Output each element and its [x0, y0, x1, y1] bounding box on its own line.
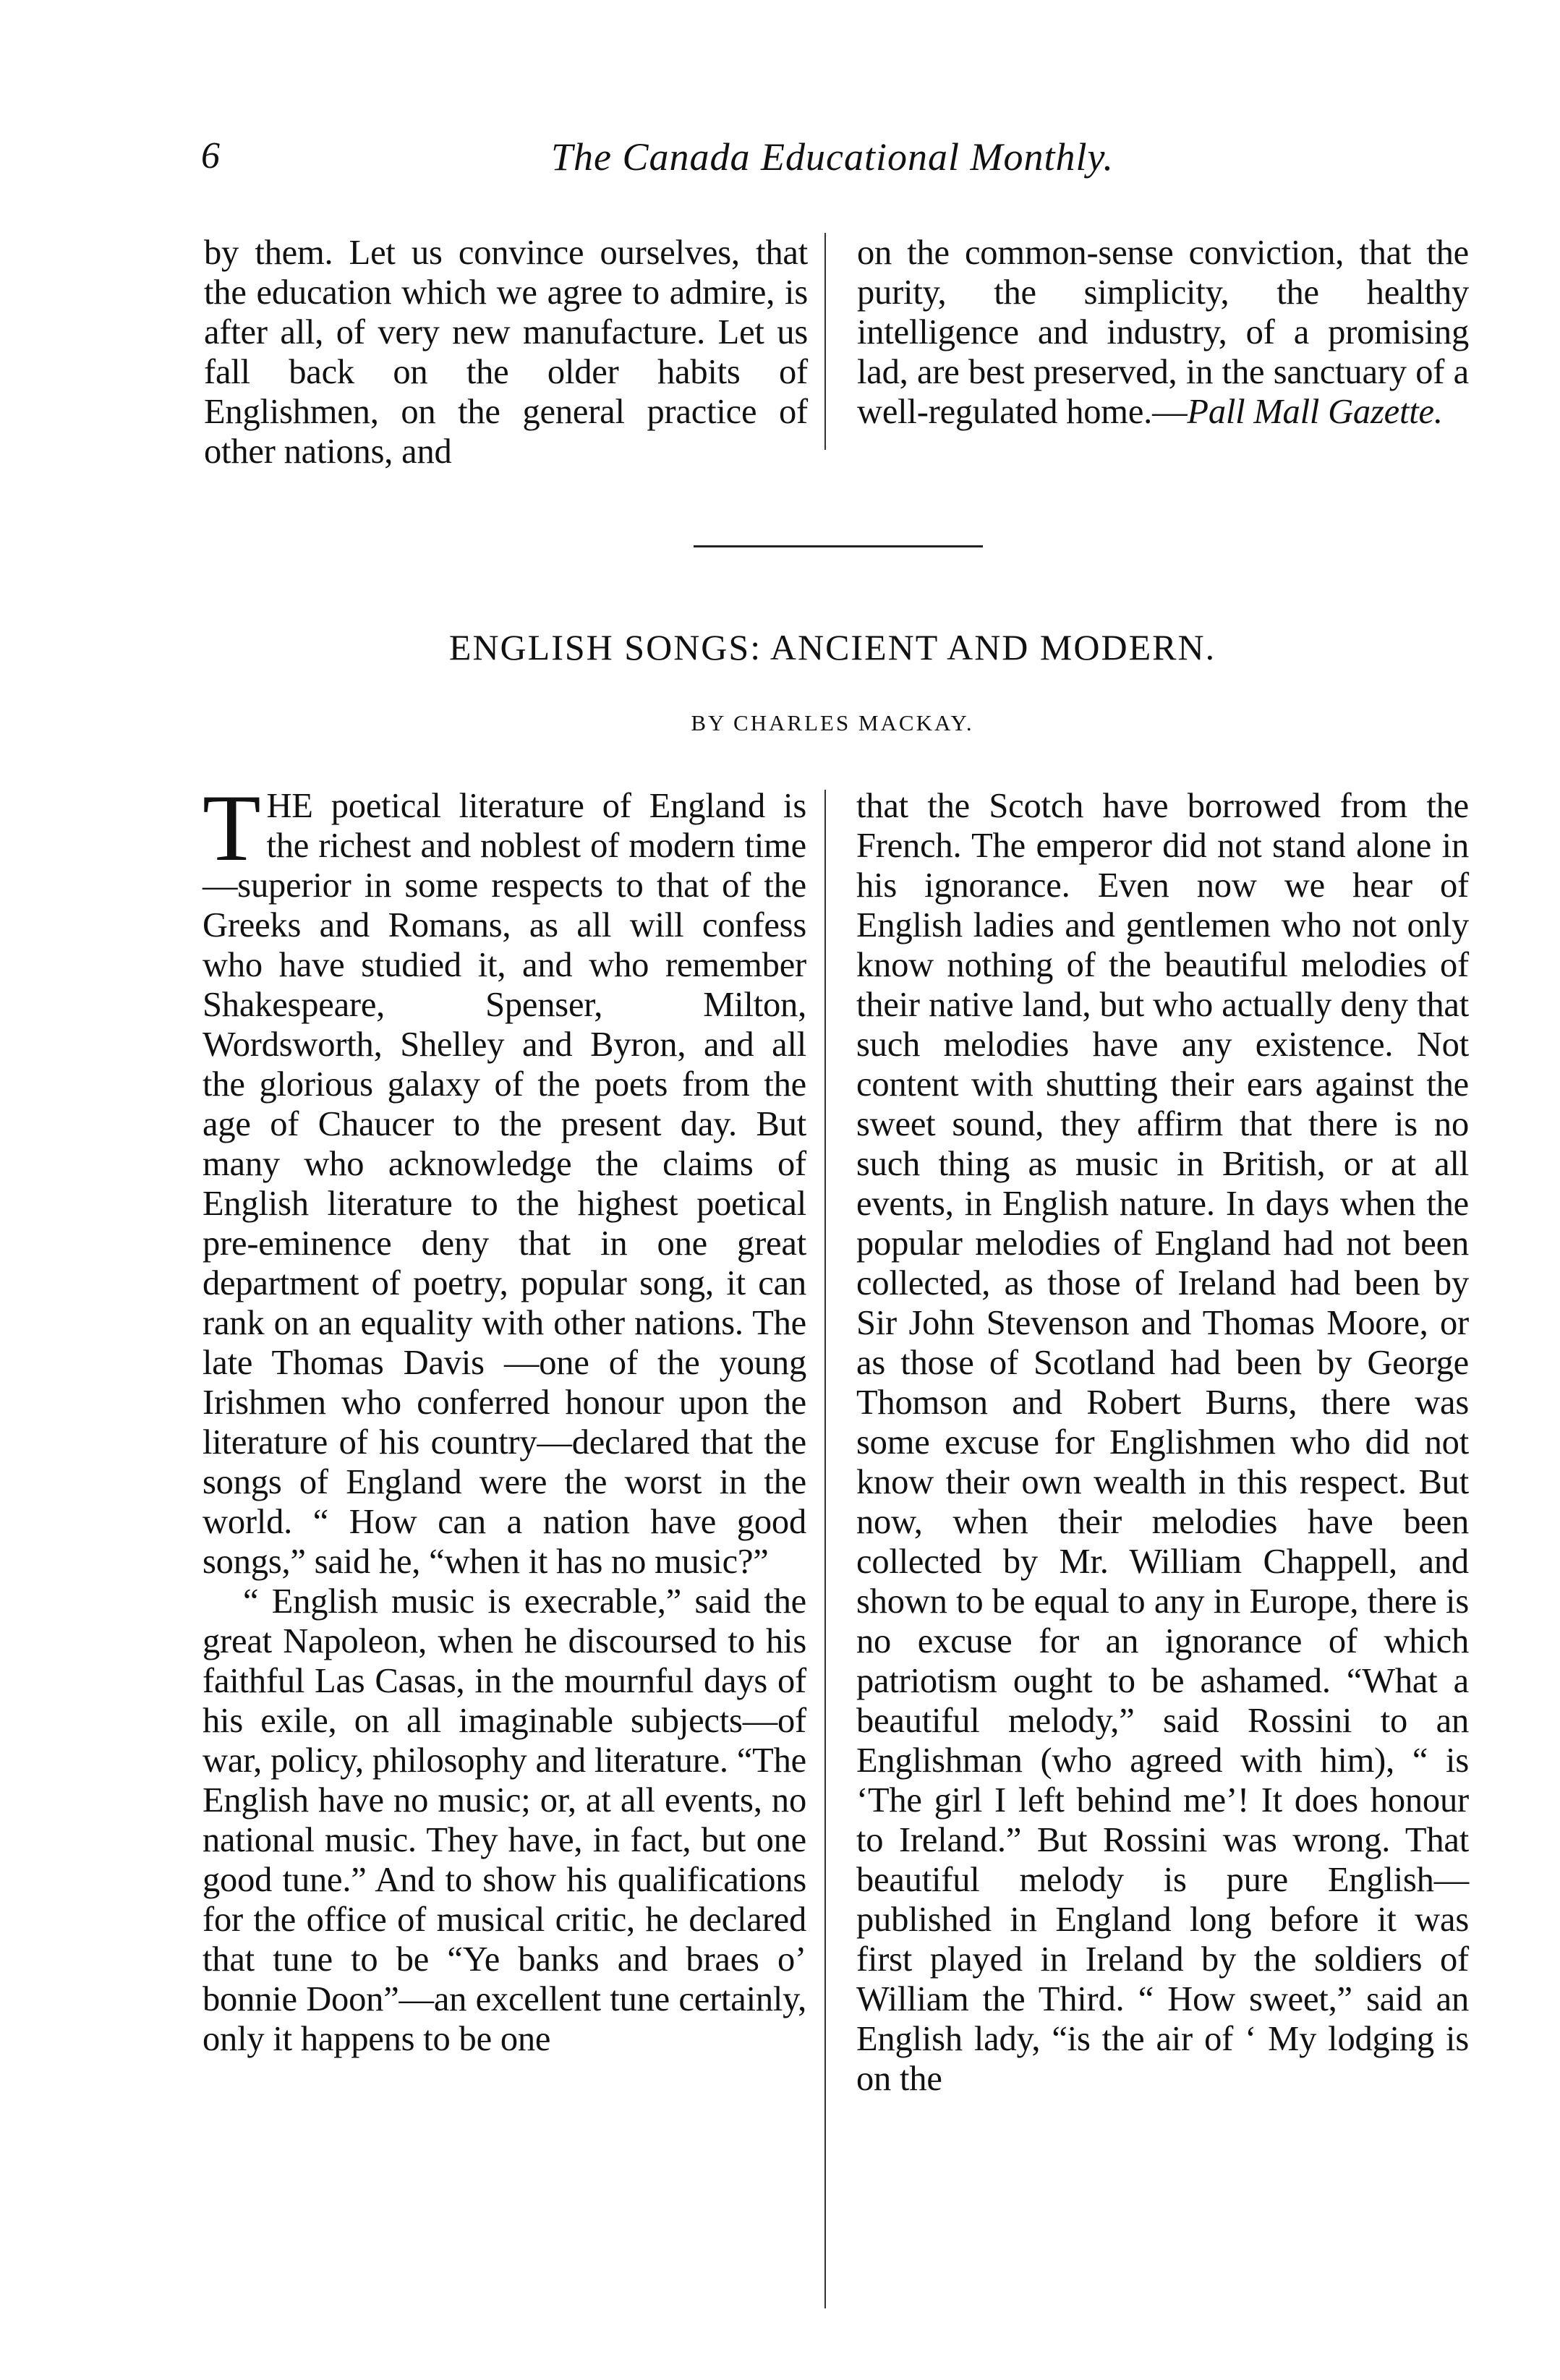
column-divider-article [824, 790, 826, 2308]
article-left-column [203, 775, 806, 2059]
column-divider-top [824, 233, 826, 450]
drop-cap: T [203, 775, 261, 881]
continued-paragraph-right [857, 233, 1469, 432]
article-right-column [856, 786, 1469, 2099]
article-paragraph-2: “ English music is execrable,” said the great Napoleon, when he discoursed to his faithful Las Casas, in the mournful days of his exile, on all imaginable subjects—of war, policy, philosophy and literature. “The English have no music; or, at all events, no national music. They have, in fact, but one good tune.” And to show his qualifications for the office of musical critic, he declared that tune to be “Ye banks and braes o’ bonnie Doon”—an excellent tune certainly, only it happens to be one [203, 1582, 806, 2058]
article-byline: BY CHARLES MACKAY. [691, 710, 974, 735]
source-citation: Pall Mall Gazette. [1187, 393, 1443, 431]
continued-text: on the common-sense conviction, that the purity, the simplicity, the healthy intelligence and industry, of a promising lad, are best preserved, in the sanctuary of a well-regulated home.— [857, 234, 1469, 431]
section-separator [694, 545, 983, 547]
article-paragraph-1 [203, 775, 806, 1582]
page-number: 6 [201, 135, 220, 176]
top-left-column [204, 233, 808, 472]
paragraph-1-text: HE poetical literature of England is the richest and noblest of modern time—superior in some respects to that of the Greeks and Romans, as all will confess who have studied it, and who remember Shakespeare, Spenser, Milton, Wordsworth, Shelley and Byron, and all the glorious galaxy of the poets from the age of Chaucer to the present day. But many who acknowledge the claims of English literature to the highest poetical pre-eminence deny that in one great department of poetry, popular song, it can rank on an equality with other nations. The late Thomas Davis —one of the young Irishmen who conferred honour upon the literature of his country—declared that the songs of England were the worst in the world. “ How can a nation have good songs,” said he, “when it has no music?” [203, 787, 806, 1581]
top-right-column [857, 233, 1469, 432]
running-header [197, 135, 1468, 200]
continued-paragraph-left: by them. Let us convince ourselves, that the education which we agree to admire, is after all, of very new manufacture. Let us fall back on the older habits of Englishmen, on the general practice of other nations, and [204, 234, 808, 471]
journal-title: The Canada Educational Monthly. [551, 135, 1114, 179]
article-paragraph-3: that the Scotch have borrowed from the French. The emperor did not stand alone in his ignorance. Even now we hear of English ladies and gentlemen who not only know nothing of the beautiful melodies of their native land, but who actually deny that such melodies have any existence. Not content with shutting their ears against the sweet sound, they affirm that there is no such thing as music in British, or at all events, in English nature. In days when the popular melodies of England had not been collected, as those of Ireland had been by Sir John Stevenson and Thomas Moore, or as those of Scotland had been by George Thomson and Robert Burns, there was some excuse for Englishmen who did not know their own wealth in this respect. But now, when their melodies have been collected by Mr. William Chappell, and shown to be equal to any in Europe, there is no excuse for an ignorance of which patriotism ought to be ashamed. “What a beautiful melody,” said Rossini to an Englishman (who agreed with him), “ is ‘The girl I left behind me’! It does honour to Ireland.” But Rossini was wrong. That beautiful melody is pure English—published in England long before it was first played in Ireland by the soldiers of William the Third. “ How sweet,” said an English lady, “is the air of ‘ My lodging is on the [856, 787, 1469, 2098]
article-title: ENGLISH SONGS: ANCIENT AND MODERN. [448, 627, 1216, 667]
